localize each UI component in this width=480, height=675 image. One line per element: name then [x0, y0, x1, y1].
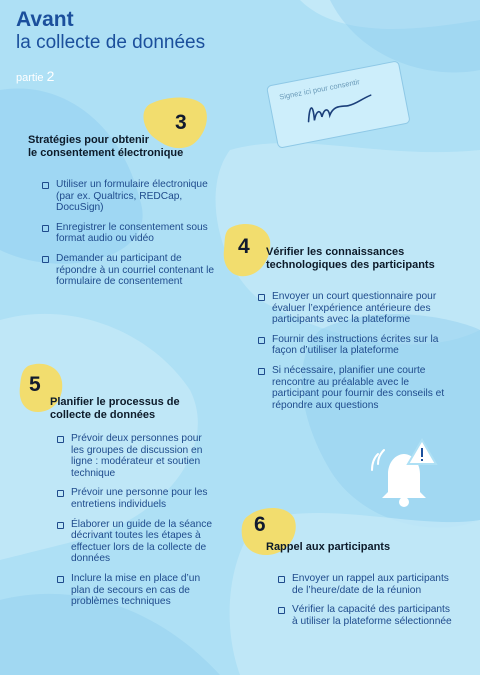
list-item: Vérifier la capacité des participants à utiliser la plateforme sélectionnée [278, 604, 453, 627]
section-title-5-line2: collecte de données [50, 409, 156, 421]
list-item: Si nécessaire, planifier une courte rencontre au préalable avec le participant pour fournir des conseils et répondre aux questions [258, 365, 458, 411]
section-title-3-line1: Stratégies pour obtenir [28, 134, 150, 146]
section-title-4 [266, 246, 435, 272]
page-subtitle: la collecte de données [16, 32, 206, 53]
section-title-3-line2: le consentement électronique [28, 147, 184, 159]
section-number-4: 4 [238, 235, 250, 258]
page-header [16, 8, 205, 84]
section-title-4-line2: technologiques des participants [266, 259, 435, 271]
bullet-icon [42, 256, 49, 263]
list-item: Enregistrer le consentement sous format audio ou vidéo [42, 222, 222, 245]
section-list-6 [278, 573, 453, 635]
section-number-3: 3 [175, 111, 187, 134]
bullet-icon [42, 182, 49, 189]
section-list-3 [42, 179, 222, 296]
list-item: Élaborer un guide de la séance décrivant toutes les étapes à effectuer lors de la collecte de données [57, 519, 217, 565]
section-list-4 [258, 291, 458, 419]
section-title-5-line1: Planifier le processus de [50, 396, 180, 408]
bullet-icon [258, 368, 265, 375]
section-number-5: 5 [29, 373, 41, 396]
section-title-6 [266, 541, 390, 554]
bullet-icon [57, 436, 64, 443]
part-number: 2 [46, 68, 55, 84]
bullet-icon [57, 522, 64, 529]
section-number-6: 6 [254, 513, 266, 536]
bell-alert-icon [366, 436, 442, 512]
list-item: Fournir des instructions écrites sur la façon d’utiliser la plateforme [258, 334, 458, 357]
bullet-icon [258, 337, 265, 344]
part-word: partie [16, 72, 44, 84]
list-item: Inclure la mise en place d’un plan de secours en cas de problèmes techniques [57, 573, 217, 608]
section-title-3 [28, 134, 183, 160]
section-title-6-line1: Rappel aux participants [266, 541, 391, 553]
list-item: Prévoir une personne pour les entretiens individuels [57, 487, 217, 510]
section-title-4-line1: Vérifier les connaissances [266, 246, 405, 258]
part-label [16, 68, 205, 84]
list-item: Envoyer un rappel aux participants de l’heure/date de la réunion [278, 573, 453, 596]
bullet-icon [258, 294, 265, 301]
consent-card-caption: Signez ici pour consentir [278, 77, 361, 102]
page-title: Avant [16, 8, 74, 31]
bullet-icon [57, 576, 64, 583]
bullet-icon [278, 607, 285, 614]
list-item: Utiliser un formulaire électronique (par ex. Qualtrics, REDCap, DocuSign) [42, 179, 222, 214]
list-item: Demander au participant de répondre à un courriel contenant le formulaire de consentement [42, 253, 222, 288]
list-item: Envoyer un court questionnaire pour évaluer l’expérience antérieure des participants avec la plateforme [258, 291, 458, 326]
bullet-icon [278, 576, 285, 583]
list-item: Prévoir deux personnes pour les groupes de discussion en ligne : modérateur et soutien technique [57, 433, 217, 479]
section-list-5 [57, 433, 217, 616]
bullet-icon [57, 490, 64, 497]
bullet-icon [42, 225, 49, 232]
section-title-5 [50, 396, 180, 422]
